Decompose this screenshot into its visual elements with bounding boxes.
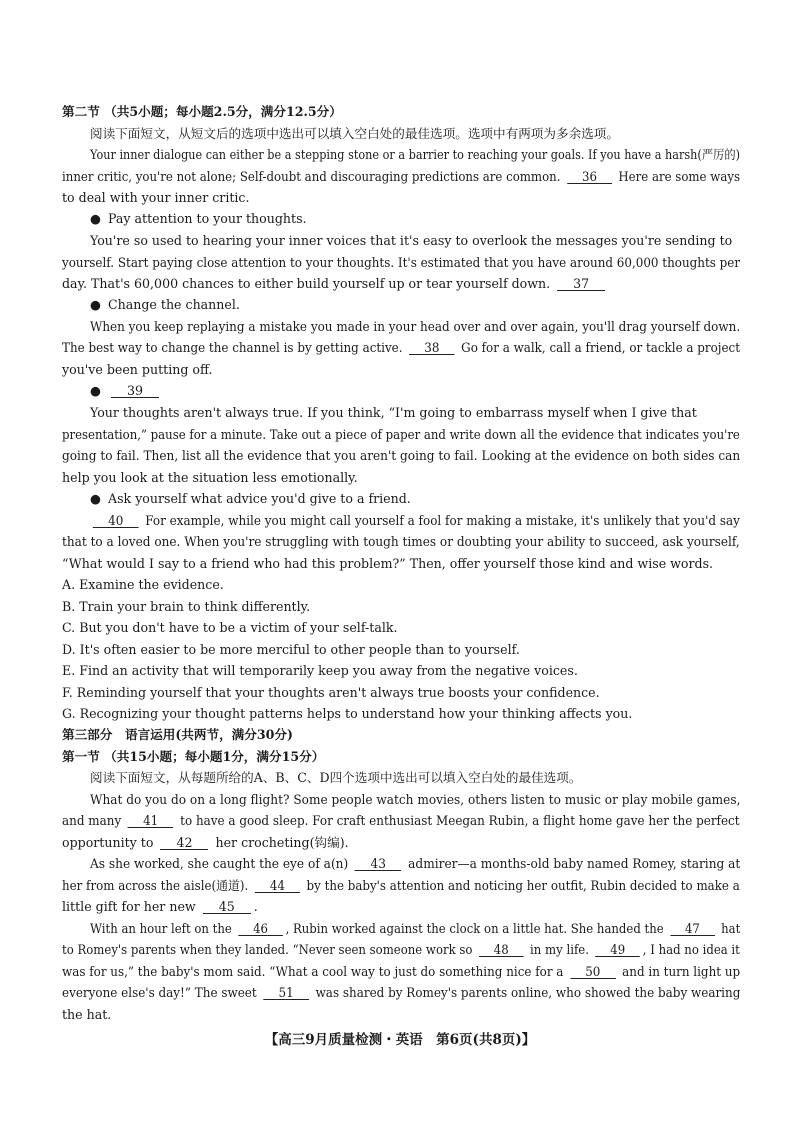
blank-42: 42 [160,836,208,850]
option-f: F. Reminding yourself that your thoughts aren't always true boosts your confidence. [62,685,600,700]
part3-title: 第三部分 语言运用(共两节，满分30分) [62,727,293,742]
para1-line1: Your inner dialogue can either be a stepping stone or a barrier to reaching your goals. If you have a harsh(严厉的) [90,147,741,162]
blank-45: 45 [203,900,251,914]
blank-46: 46 [238,922,283,936]
para4-line4: help you look at the situation less emotionally. [62,470,358,485]
heading-blank-39 [90,383,162,399]
para3-line2: The best way to change the channel is by getting active. 38 Go for a walk, call a friend, or tackle a project [62,340,740,355]
blank-38: 38 [409,341,454,355]
blank-49: 49 [595,943,640,957]
blank-43: 43 [355,857,401,871]
section2-title: 第二节 （共5小题；每小题2.5分，满分12.5分） [62,104,342,119]
blank-37: 37 [557,277,605,291]
option-d: D. It's often easier to be more merciful to other people than to yourself. [62,642,520,657]
option-a: A. Examine the evidence. [62,577,224,592]
cloze3-line4: everyone else's day!” The sweet 51 was shared by Romey's parents online, who showed the baby wearing [62,985,741,1000]
option-b: B. Train your brain to think differently. [62,599,311,614]
blank-48: 48 [479,943,524,957]
cloze3-line1: With an hour left on the 46 , Rubin worked against the clock on a little hat. She handed the 47 hat [90,921,741,936]
blank-47: 47 [670,922,715,936]
blank-40: 40 [93,514,139,528]
cloze3-line2: to Romey's parents when they landed. “Never seen someone work so 48 in my life. 49 , I had no idea it [62,942,740,957]
cloze1-line2: and many 41 to have a good sleep. For craft enthusiast Meegan Rubin, a flight home gave her the perfect [62,813,740,828]
option-e: E. Find an activity that will temporarily keep you away from the negative voices. [62,663,578,678]
cloze3-line5: the hat. [62,1007,112,1022]
page-footer: 【高三9月质量检测・英语 第6页(共8页)】 [264,1032,536,1048]
cloze1-line1: What do you do on a long flight? Some people watch movies, others listen to music or play mobile games, [90,792,741,807]
cloze1-line3: opportunity to 42 her crocheting(钩编). [62,835,349,850]
cloze2-line3: little gift for her new 45 . [62,899,258,914]
para4-line1: Your thoughts aren't always true. If you think, “I'm going to embarrass myself when I give that [90,405,697,420]
option-g: G. Recognizing your thought patterns helps to understand how your thinking affects you. [62,706,633,721]
blank-51: 51 [263,986,309,1000]
blank-36: 36 [567,170,612,184]
bullet-icon: ● [90,491,101,506]
cloze2-line2: her from across the aisle(通道). 44 by the baby's attention and noticing her outfit, Rubin decided to make a [62,878,740,893]
heading-ask-yourself: ● Ask yourself what advice you'd give to a friend. [90,491,411,506]
para1-line2: inner critic, you're not alone; Self-doubt and discouraging predictions are common. 36 Here are some ways [62,169,741,184]
option-c: C. But you don't have to be a victim of your self-talk. [62,620,398,635]
part3-instruction: 阅读下面短文，从每题所给的A、B、C、D四个选项中选出可以填入空白处的最佳选项。 [90,770,582,785]
para2-line3: day. That's 60,000 chances to either build yourself up or tear yourself down. 37 [62,276,608,292]
para5-line2: that to a loved one. When you're struggling with tough times or doubting your ability to succeed, ask yourself, [62,534,740,549]
para3-line3: you've been putting off. [62,362,213,377]
heading-change-channel: ● Change the channel. [90,297,240,312]
blank-44: 44 [255,879,300,893]
blank-50: 50 [570,965,615,979]
cloze3-line3: was for us,” the baby's mom said. “What a cool way to just do something nice for a 50 and in turn light up [62,964,741,979]
bullet-icon: ● [90,383,101,398]
heading-pay-attention: ● Pay attention to your thoughts. [90,211,307,226]
para5-line3: “What would I say to a friend who had this problem?” Then, offer yourself those kind and wise words. [62,556,714,571]
para5-line1: 40 For example, while you might call yourself a fool for making a mistake, it's unlikely that you'd say [90,513,740,529]
para3-line1: When you keep replaying a mistake you made in your head over and over again, you'll drag yourself down. [90,319,741,334]
bullet-icon: ● [90,211,101,226]
part3-section1-title: 第一节 （共15小题；每小题1分，满分15分） [62,749,325,764]
cloze2-line1: As she worked, she caught the eye of a(n) 43 admirer—a months-old baby named Romey, staring at [90,856,741,871]
blank-39: 39 [111,384,159,398]
para2-line2: yourself. Start paying close attention to your thoughts. It's estimated that you have around 60,000 thoughts per [62,255,741,270]
section2-instruction: 阅读下面短文，从短文后的选项中选出可以填入空白处的最佳选项。选项中有两项为多余选项。 [90,126,619,141]
blank-41: 41 [128,814,174,828]
para4-line2: presentation,” pause for a minute. Take out a piece of paper and write down all the evidence that indicates you're [62,427,740,442]
para2-line1: You're so used to hearing your inner voices that it's easy to overlook the messages you're sending to [90,233,733,248]
bullet-icon: ● [90,297,101,312]
para4-line3: going to fail. Then, list all the evidence that you aren't going to fail. Looking at the evidence on both sides can [62,448,741,463]
para1-line3: to deal with your inner critic. [62,190,250,205]
